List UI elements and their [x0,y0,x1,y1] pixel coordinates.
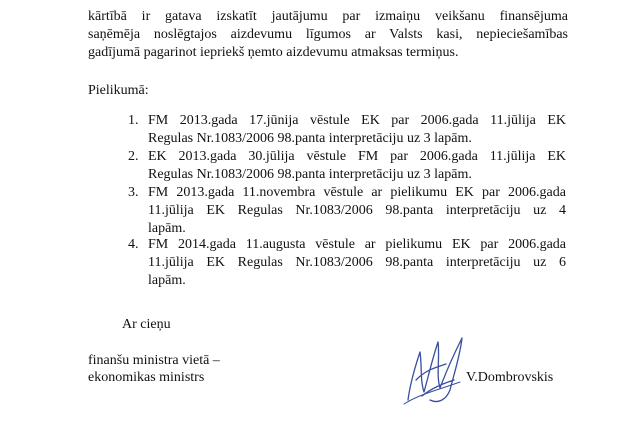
attachment-number: 1. [128,113,139,128]
attachment-line: 11.jūlija EK Regulas Nr.1083/2006 98.panta interpretāciju uz 4 [148,203,566,218]
signatory-name: V.Dombrovskis [466,370,554,385]
intro-line-3: gadījumā pagarinot iepriekš ņemto aizdevumu atmaksas termiņus. [88,45,459,60]
attachment-line: Regulas Nr.1083/2006 98.panta interpretāciju uz 3 lapām. [148,131,472,146]
attachment-line: Regulas Nr.1083/2006 98.panta interpretāciju uz 3 lapām. [148,167,472,182]
attachment-line: FM 2013.gada 11.novembra vēstule ar pielikumu EK par 2006.gada [148,185,566,200]
attachment-line: FM 2014.gada 11.augusta vēstule ar pielikumu EK par 2006.gada [148,237,566,252]
signatory-position-line-1: finanšu ministra vietā – [88,353,220,368]
signatory-position-line-2: ekonomikas ministrs [88,370,205,385]
attachment-line: FM 2013.gada 17.jūnija vēstule EK par 2006.gada 11.jūlija EK [148,113,566,128]
intro-line-1: kārtībā ir gatava izskatīt jautājumu par izmaiņu veikšanu finansējuma [88,9,568,24]
closing-salutation: Ar cieņu [122,317,171,332]
attachments-heading: Pielikumā: [88,83,149,98]
attachment-number: 3. [128,185,139,200]
intro-line-2: saņēmēja noslēgtajos aizdevumu līgumos ar Valsts kasi, nepieciešamības [88,27,568,42]
attachment-line: EK 2013.gada 30.jūlija vēstule FM par 2006.gada 11.jūlija EK [148,149,566,164]
attachment-line: lapām. [148,273,186,288]
attachment-line: 11.jūlija EK Regulas Nr.1083/2006 98.panta interpretāciju uz 6 [148,255,566,270]
attachment-line: lapām. [148,221,186,236]
attachment-number: 2. [128,149,139,164]
attachment-number: 4. [128,237,139,252]
intro-paragraph [88,8,568,62]
